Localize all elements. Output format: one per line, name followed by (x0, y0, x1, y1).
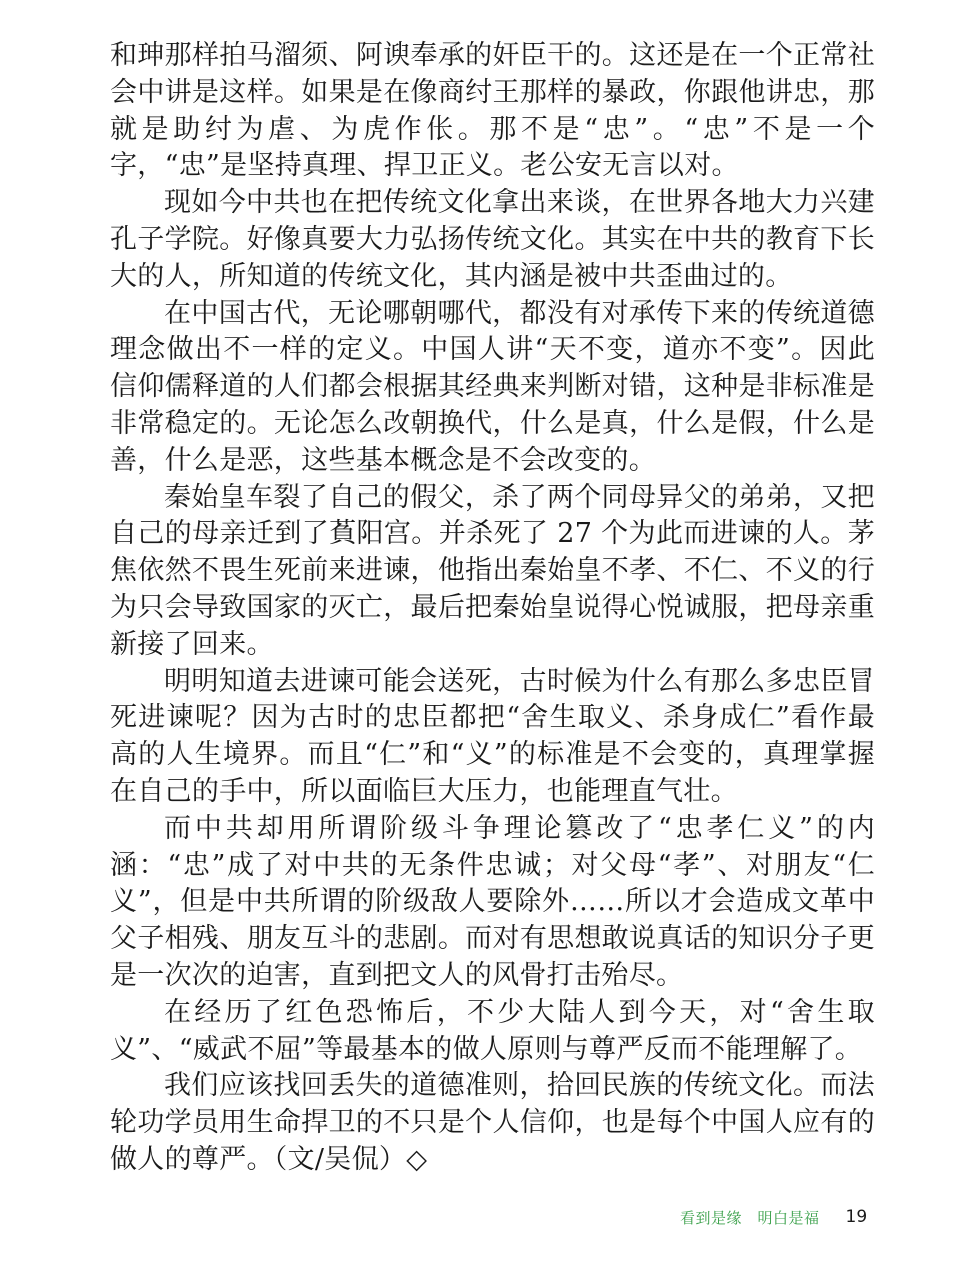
paragraph-2: 现如今中共也在把传统文化拿出来谈，在世界各地大力兴建孔子学院。好像真要大力弘扬传统文化。其实在中共的教育下长大的人，所知道的传统文化，其内涵是被中共歪曲过的。 (110, 187, 875, 292)
paragraph-6: 而中共却用所谓阶级斗争理论篡改了“忠孝仁义”的内涵：“忠”成了对中共的无条件忠诚；对父母“孝”、对朋友“仁义”，但是中共所谓的阶级敌人要除外……所以才会造成文革中父子相残、朋友互斗的悲剧。而对有思想敢说真话的知识分子更是一次次的迫害，直到把文人的风骨打击殆尽。 (110, 812, 875, 991)
page-number: 19 (845, 1207, 868, 1227)
article-body (110, 38, 875, 1179)
footer-slogan: 看到是缘 明白是福 (680, 1208, 820, 1227)
page-footer (680, 1205, 880, 1229)
paragraph-5: 明明知道去进谏可能会送死，古时候为什么有那么多忠臣冒死进谏呢？因为古时的忠臣都把“舍生取义、杀身成仁”看作最高的人生境界。而且“仁”和“义”的标准是不会变的，真理掌握在自己的手中，所以面临巨大压力，也能理直气壮。 (110, 665, 875, 807)
paragraph-3: 在中国古代，无论哪朝哪代，都没有对承传下来的传统道德理念做出不一样的定义。中国人讲“天不变，道亦不变”。因此信仰儒释道的人们都会根据其经典来判断对错，这种是非标准是非常稳定的。无论怎么改朝换代，什么是真，什么是假，什么是善，什么是恶，这些基本概念是不会改变的。 (110, 297, 875, 476)
paragraph-8: 我们应该找回丢失的道德准则，拾回民族的传统文化。而法轮功学员用生命捍卫的不只是个人信仰，也是每个中国人应有的做人的尊严。（文/吴侃）◇ (110, 1070, 875, 1175)
paragraph-1: 和珅那样拍马溜须、阿谀奉承的奸臣干的。这还是在一个正常社会中讲是这样。如果是在像商纣王那样的暴政，你跟他讲忠，那就是助纣为虐、为虎作伥。那不是“忠”。“忠”不是一个字，“忠”是坚持真理、捍卫正义。老公安无言以对。 (110, 40, 875, 182)
paragraph-7: 在经历了红色恐怖后，不少大陆人到今天，对“舍生取义”、“威武不屈”等最基本的做人原则与尊严反而不能理解了。 (110, 996, 875, 1065)
paragraph-4: 秦始皇车裂了自己的假父，杀了两个同母异父的弟弟，又把自己的母亲迁到了萯阳宫。并杀死了 27 个为此而进谏的人。茅焦依然不畏生死前来进谏，他指出秦始皇不孝、不仁、不义的行为只会导致国家的灭亡，最后把秦始皇说得心悦诚服，把母亲重新接了回来。 (110, 481, 875, 660)
